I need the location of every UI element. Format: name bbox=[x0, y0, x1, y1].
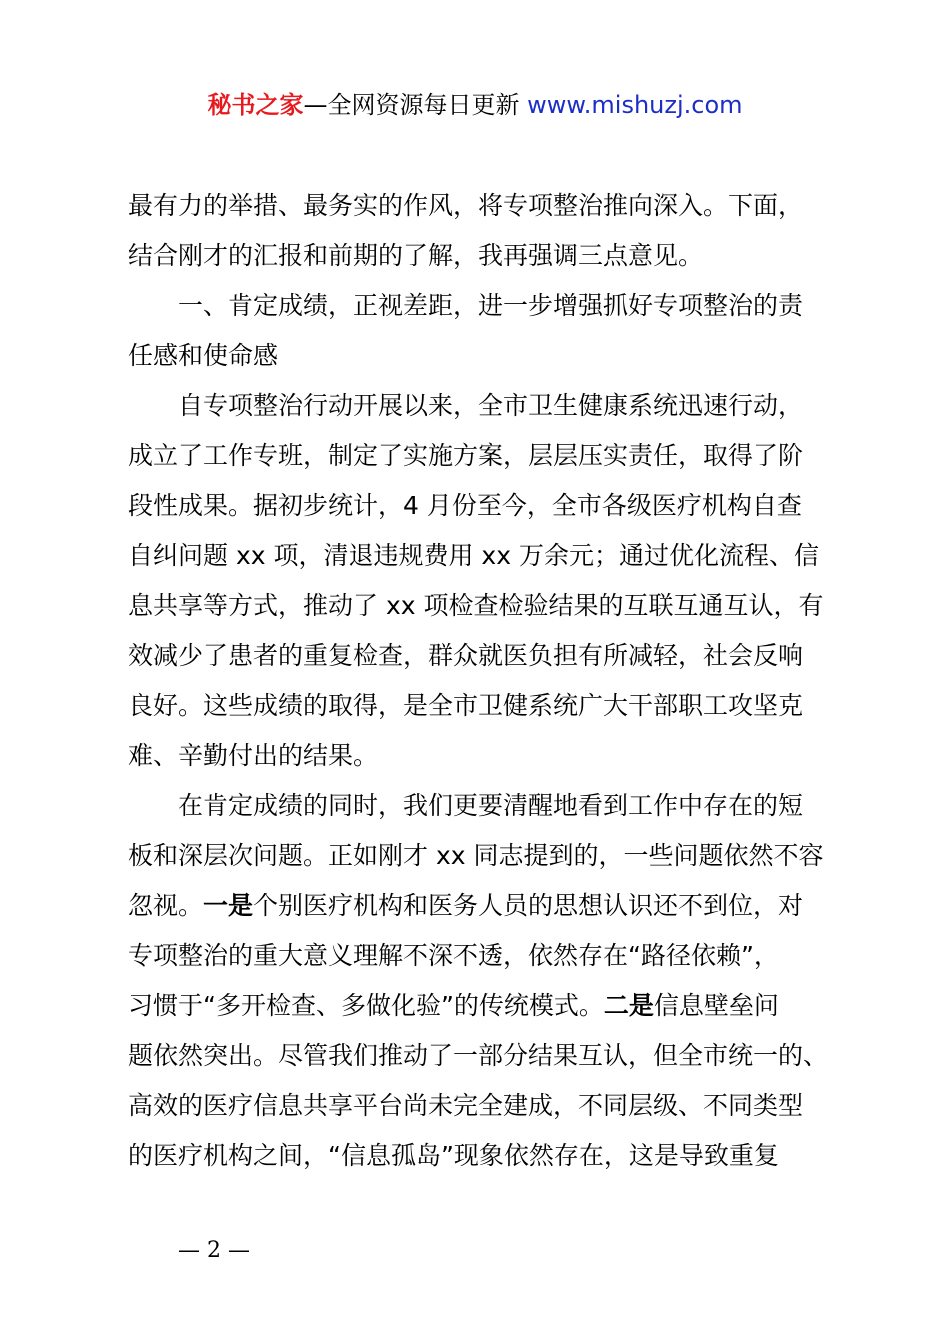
line-prefix: 忽视。 bbox=[128, 891, 204, 920]
point-two-marker: 二是 bbox=[603, 991, 654, 1020]
body-line: 自专项整治行动开展以来，全市卫生健康系统迅速行动， bbox=[178, 391, 804, 420]
document-body bbox=[128, 181, 838, 1181]
body-line: 成立了工作专班，制定了实施方案，层层压实责任，取得了阶 bbox=[128, 441, 804, 470]
body-line: 效减少了患者的重复检查，群众就医负担有所减轻，社会反响 bbox=[128, 641, 804, 670]
site-url[interactable]: www.mishuzj.com bbox=[527, 91, 743, 119]
body-line bbox=[128, 981, 838, 1031]
body-line: 段性成果。据初步统计，4 月份至今，全市各级医疗机构自查 bbox=[128, 491, 802, 520]
line-text: 习惯于“多开检查、多做化验”的传统模式。 bbox=[128, 991, 604, 1020]
page-number: — 2 — bbox=[178, 1238, 250, 1263]
body-line: 良好。这些成绩的取得，是全市卫健系统广大干部职工攻坚克 bbox=[128, 691, 804, 720]
header-tagline: —全网资源每日更新 bbox=[303, 91, 520, 119]
body-line: 难、辛勤付出的结果。 bbox=[128, 741, 379, 770]
body-line: 自纠问题 xx 项，清退违规费用 xx 万余元；通过优化流程、信 bbox=[128, 541, 819, 570]
line-text: 信息壁垒问 bbox=[653, 991, 779, 1020]
line-text: 个别医疗机构和医务人员的思想认识还不到位，对 bbox=[253, 891, 804, 920]
point-one-marker: 一是 bbox=[203, 891, 254, 920]
body-line: 息共享等方式，推动了 xx 项检查检验结果的互联互通互认，有 bbox=[128, 591, 824, 620]
section-heading: 一、肯定成绩，正视差距，进一步增强抓好专项整治的责 bbox=[178, 291, 804, 320]
body-line: 结合刚才的汇报和前期的了解，我再强调三点意见。 bbox=[128, 241, 704, 270]
body-line: 题依然突出。尽管我们推动了一部分结果互认，但全市统一的、 bbox=[128, 1041, 829, 1070]
body-line: 高效的医疗信息共享平台尚未完全建成，不同层级、不同类型 bbox=[128, 1091, 804, 1120]
body-line: 最有力的举措、最务实的作风，将专项整治推向深入。下面， bbox=[128, 191, 804, 220]
section-heading-cont: 任感和使命感 bbox=[128, 341, 279, 370]
body-line bbox=[128, 881, 838, 931]
brand-name: 秘书之家 bbox=[207, 91, 304, 119]
body-line: 的医疗机构之间，“信息孤岛”现象依然存在，这是导致重复 bbox=[128, 1141, 779, 1170]
body-line: 专项整治的重大意义理解不深不透，依然存在“路径依赖”， bbox=[128, 941, 779, 970]
body-line: 板和深层次问题。正如刚才 xx 同志提到的，一些问题依然不容 bbox=[128, 841, 824, 870]
body-line: 在肯定成绩的同时，我们更要清醒地看到工作中存在的短 bbox=[178, 791, 804, 820]
site-header bbox=[0, 88, 950, 122]
